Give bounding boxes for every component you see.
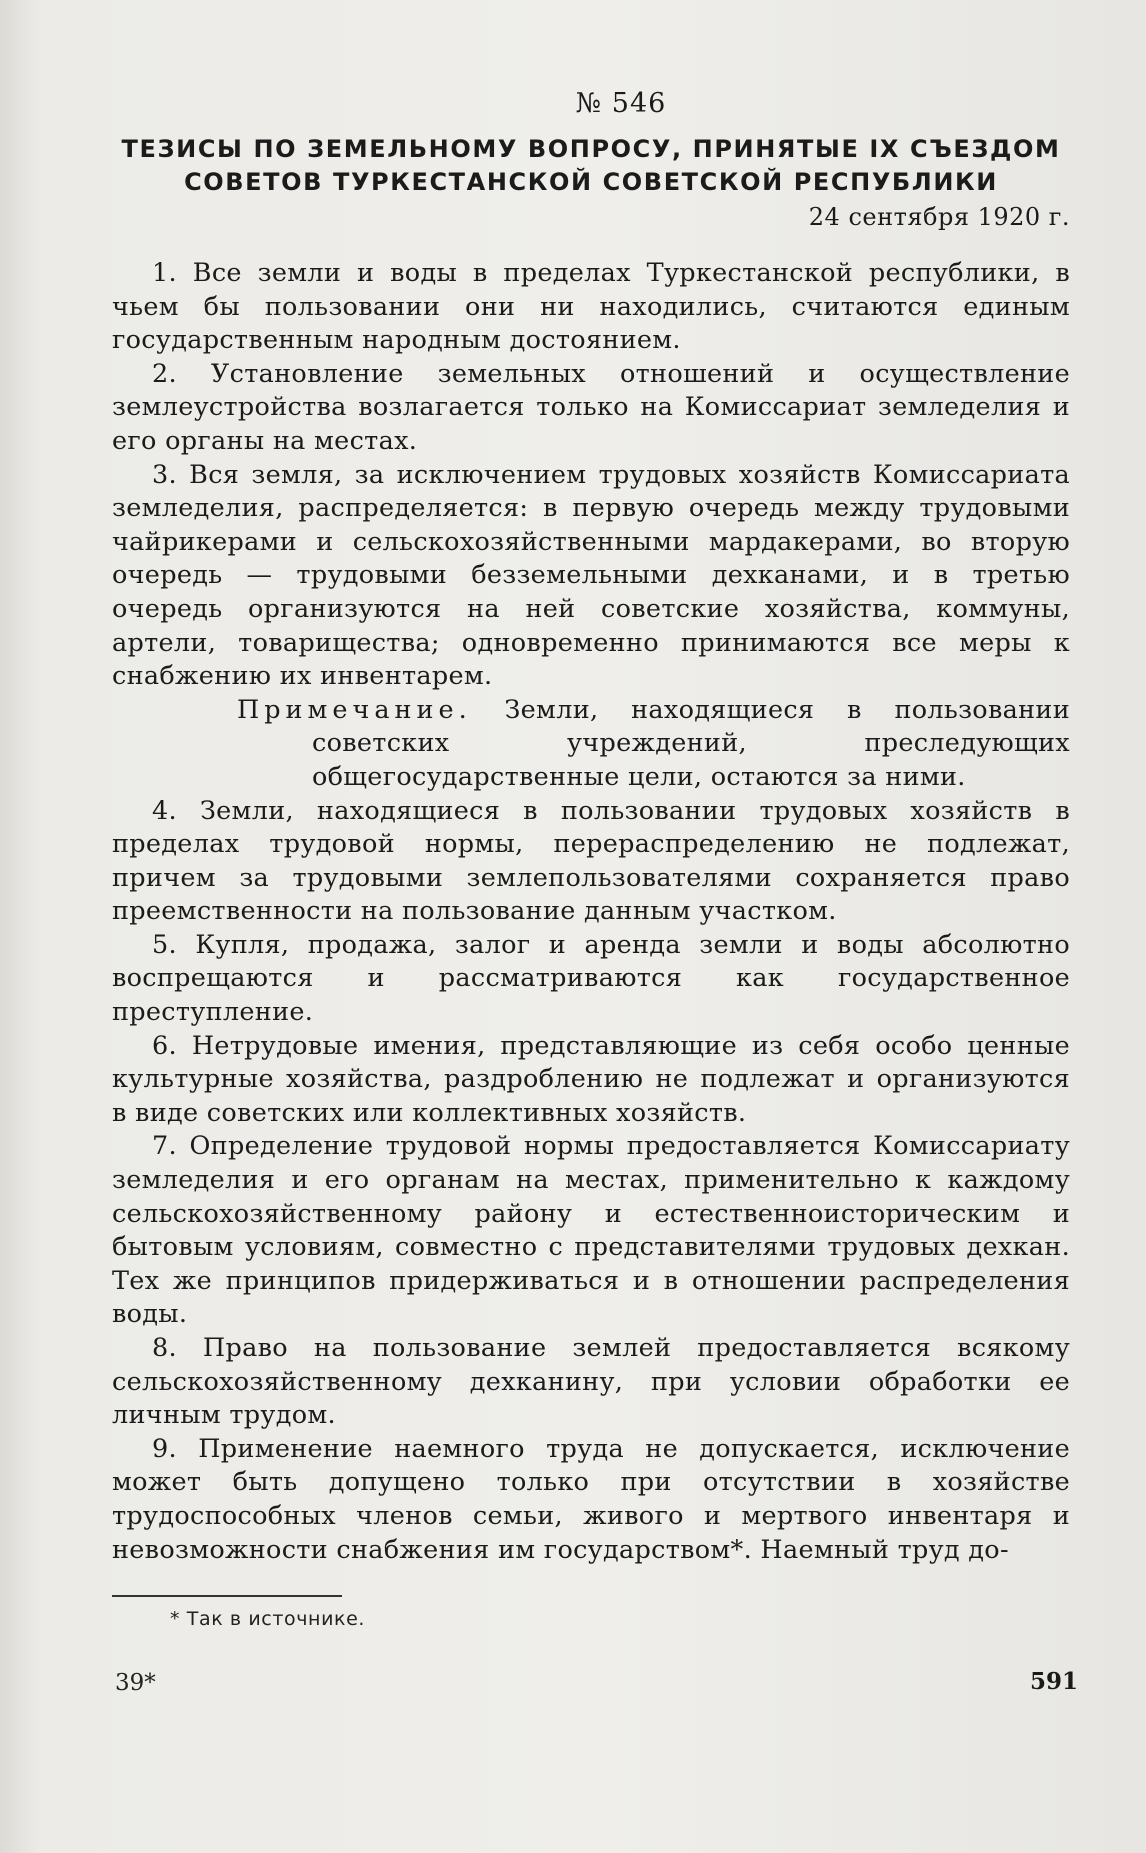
document-number: № 546 bbox=[575, 88, 667, 119]
paragraph-3: 3. Вся земля, за исключением трудовых хозяйств Комиссариата земледелия, распределяется: в первую очередь между трудовыми чайрикерами и сельскохозяйственными мардакерами, во вторую очередь — трудовыми безземельными дехканами, и в третью очередь организуются на ней советские хозяйства, коммуны, артели, товарищества; одновременно принимаются все меры к снабжению их инвентарем. bbox=[112, 459, 1070, 692]
paragraph-9: 9. Применение наемного труда не допускается, исключение может быть допущено только при отсутствии в хозяйстве трудоспособных членов семьи, живого и мертвого инвентаря и невозможности снабжения им государством*. Наемный труд до- bbox=[112, 1433, 1070, 1565]
paragraph-7: 7. Определение трудовой нормы предоставляется Комиссариату земледелия и его органам на местах, применительно к каждому сельскохозяйственному району и естественноисторическим и бытовым условиям, совместно с представителями трудовых дехкан. Тех же принципов придерживаться и в отношении распределения воды. bbox=[112, 1131, 1070, 1330]
document-title bbox=[112, 133, 1070, 199]
note-label: Примечание. bbox=[237, 694, 472, 725]
signature-mark: 39* bbox=[115, 1670, 156, 1696]
paragraph-6: 6. Нетрудовые имения, представляющие из себя особо ценные культурные хозяйства, раздроблению не подлежат и организуются в виде советских или коллективных хозяйств. bbox=[112, 1030, 1070, 1128]
title-line-2: СОВЕТОВ ТУРКЕСТАНСКОЙ СОВЕТСКОЙ РЕСПУБЛИКИ bbox=[184, 168, 998, 196]
note bbox=[237, 694, 1070, 795]
page-number: 591 bbox=[1030, 1668, 1079, 1695]
paragraph-4: 4. Земли, находящиеся в пользовании трудовых хозяйств в пределах трудовой нормы, перераспределению не подлежат, причем за трудовыми землепользователями сохраняется право преемственности на пользование данным участком. bbox=[112, 795, 1070, 927]
document-date: 24 сентября 1920 г. bbox=[808, 203, 1070, 231]
document-body bbox=[112, 88, 1070, 1567]
paragraph-1: 1. Все земли и воды в пределах Туркестанской республики, в чьем бы пользовании они ни находились, считаются единым государственным народным достоянием. bbox=[112, 258, 1070, 356]
footnote-divider bbox=[112, 1595, 342, 1597]
paragraph-5: 5. Купля, продажа, залог и аренда земли и воды абсолютно воспрещаются и рассматриваются как государственное преступление. bbox=[112, 929, 1070, 1028]
title-line-1: ТЕЗИСЫ ПО ЗЕМЕЛЬНОМУ ВОПРОСУ, ПРИНЯТЫЕ IX СЪЕЗДОМ bbox=[121, 135, 1061, 163]
footnote: * Так в источнике. bbox=[170, 1608, 366, 1630]
note-text: Земли, находящиеся в пользовании советских учреждений, преследующих общегосударственные цели, остаются за ними. bbox=[312, 694, 1070, 792]
paragraph-8: 8. Право на пользование землей предоставляется всякому сельскохозяйственному дехканину, при условии обработки ее личным трудом. bbox=[112, 1333, 1070, 1431]
paragraph-2: 2. Установление земельных отношений и осуществление землеустройства возлагается только на Комиссариат земледелия и его органы на местах. bbox=[112, 358, 1070, 456]
